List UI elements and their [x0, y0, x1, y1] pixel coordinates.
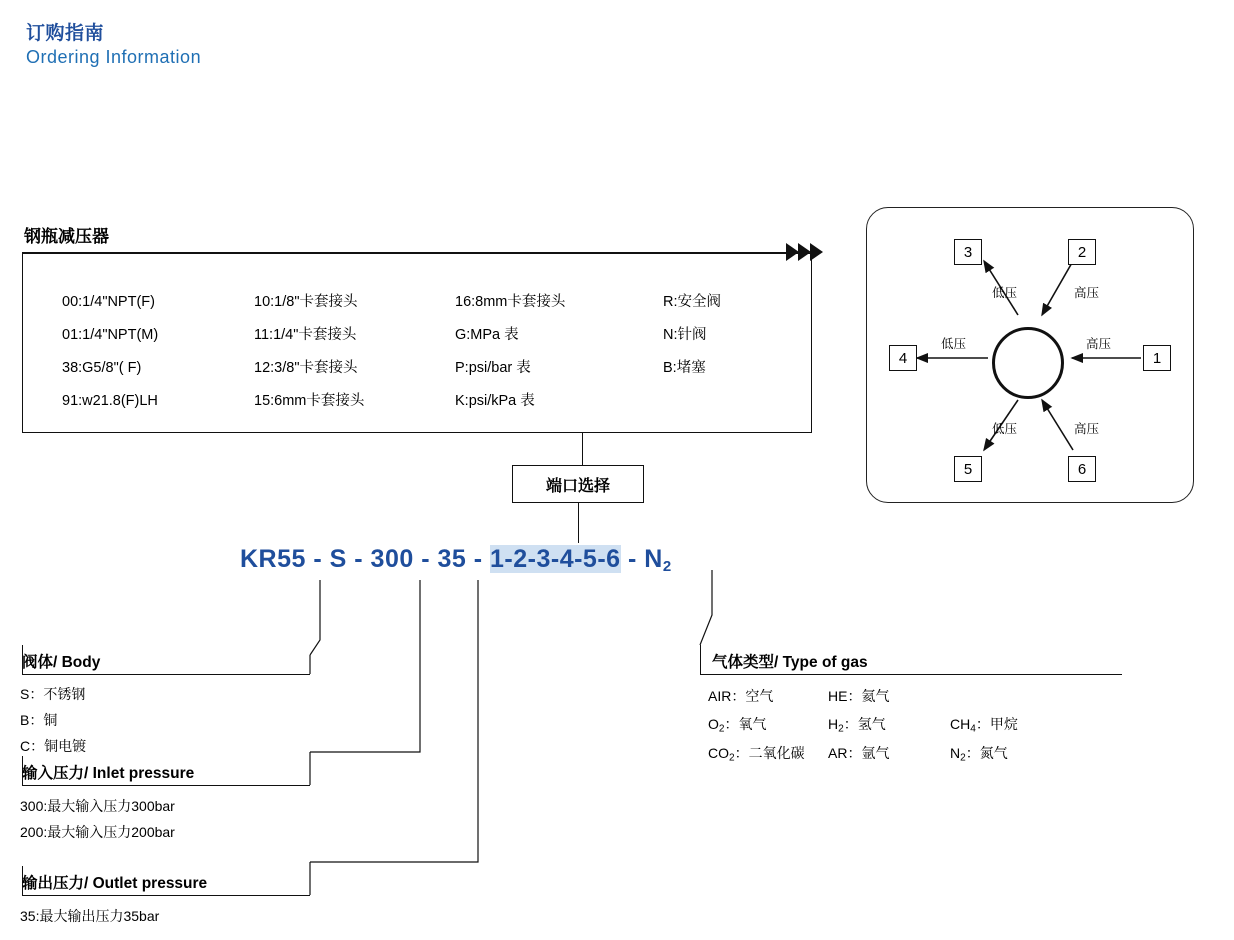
gas-cell: $CO_2$：二氧化碳 [708, 744, 805, 764]
port-option-item: 11:1/4"卡套接头 [254, 327, 357, 343]
port-4-pressure-label: 低压 [941, 337, 967, 351]
port-options-column-1 [62, 286, 158, 418]
gas-name: 氩气 [861, 744, 890, 761]
gas-code: AIR [708, 688, 732, 704]
port-number-3: 3 [954, 239, 982, 265]
gas-code: N [950, 744, 961, 761]
body-item: C：铜电镀 [20, 738, 87, 754]
body-callout-list [20, 681, 86, 759]
port-number-2: 2 [1068, 239, 1096, 265]
model-code-ports: 1-2-3-4-5-6 [490, 545, 621, 573]
port-option-item: K:psi/kPa 表 [455, 393, 535, 409]
gas-name: 氢气 [857, 716, 886, 732]
inlet-item: 200:最大输入压力200bar [20, 824, 175, 840]
outlet-callout-list [20, 903, 159, 929]
gas-name: 空气 [745, 688, 774, 704]
port-option-item: 15:6mm卡套接头 [254, 393, 365, 409]
port-option-item: 00:1/4"NPT(F) [62, 294, 155, 310]
gas-code-sub: 2 [718, 723, 725, 735]
port-option-item: R:安全阀 [663, 294, 721, 310]
gas-cell: $N_2$：氮气 [950, 744, 1008, 764]
gas-cell: AIR：空气 [708, 688, 774, 704]
gas-cell: $H_2$：氢气 [828, 716, 886, 735]
gas-type-table [706, 681, 1072, 768]
gas-name: 氦气 [861, 688, 890, 704]
gas-cell: $O_2$：氧气 [708, 716, 767, 735]
inlet-item: 300:最大输入压力300bar [20, 798, 175, 814]
cylinder-regulator-label: 钢瓶减压器 [24, 227, 109, 246]
gas-callout-tick [700, 645, 701, 675]
inlet-callout-title: 输入压力/ Inlet pressure [22, 765, 195, 782]
gas-cell: AR：氩气 [828, 744, 890, 761]
port-1-pressure-label: 高压 [1086, 337, 1112, 351]
gas-code-sub: 4 [970, 723, 976, 735]
model-code: KR55 - S - $300 - 35 - 1-2-3-4-5-6 - N_2$ [240, 545, 672, 575]
port-option-item: G:MPa 表 [455, 327, 519, 343]
outlet-item: 35:最大输出压力35bar [20, 908, 160, 924]
table-row [708, 711, 1070, 738]
port-option-item: 01:1/4"NPT(M) [62, 327, 159, 343]
body-item: B：铜 [20, 712, 58, 728]
port-option-item: P:psi/bar 表 [455, 360, 531, 376]
page-title-cn: 订购指南 [26, 23, 105, 44]
port-option-item: 10:1/8"卡套接头 [254, 294, 358, 310]
gas-name: 甲烷 [989, 716, 1018, 732]
port-option-item: B:堵塞 [663, 360, 706, 376]
port-options-column-3 [455, 286, 565, 418]
outlet-callout-title: 输出压力/ Outlet pressure [22, 875, 208, 892]
regulator-body-circle [992, 327, 1064, 399]
gas-callout-title: 气体类型/ Type of gas [712, 654, 868, 671]
gas-cell: $CH_4$：甲烷 [950, 716, 1018, 735]
gas-name: 氮气 [979, 744, 1008, 761]
model-code-gas: $N_2$ [644, 545, 672, 575]
page-title-en: Ordering Information [26, 47, 202, 67]
inlet-callout-list [20, 793, 175, 845]
model-code-inlet: 300 [370, 545, 414, 573]
gas-code: CO [708, 744, 729, 761]
outlet-callout-rule [22, 895, 310, 896]
gas-code: HE [828, 688, 848, 704]
connector-line-portselect-to-model [578, 503, 579, 543]
model-code-prefix: KR55 [240, 545, 306, 573]
port-2-pressure-label: 高压 [1074, 286, 1100, 300]
port-number-1: 1 [1143, 345, 1171, 371]
port-number-4: 4 [889, 345, 917, 371]
port-option-item: 91:w21.8(F)LH [62, 393, 158, 409]
port-option-item: 16:8mm卡套接头 [455, 294, 566, 310]
port-option-item: N:针阀 [663, 327, 707, 343]
body-callout-title: 阀体/ Body [22, 654, 101, 671]
gas-name: 二氧化碳 [748, 744, 805, 761]
port-number-5: 5 [954, 456, 982, 482]
port-3-pressure-label: 低压 [992, 286, 1018, 300]
gas-code-sub: 2 [960, 752, 966, 764]
gas-name: 氧气 [738, 716, 767, 732]
gas-code: H [828, 716, 839, 732]
model-code-outlet: 35 [437, 545, 467, 573]
port-option-item: 12:3/8"卡套接头 [254, 360, 358, 376]
model-code-body: S [329, 545, 347, 573]
connector-line-options-to-portselect [582, 433, 583, 465]
port-5-pressure-label: 低压 [992, 422, 1018, 436]
port-select-box: 端口选择 [512, 465, 644, 503]
body-callout-rule [22, 674, 310, 675]
port-options-column-2 [254, 286, 364, 418]
port-options-column-4 [663, 286, 721, 385]
gas-cell: HE：氦气 [828, 688, 890, 704]
gas-code-sub: 2 [729, 752, 735, 764]
table-row [708, 740, 1070, 767]
gas-code-sub: 2 [838, 723, 844, 735]
port-6-pressure-label: 高压 [1074, 422, 1100, 436]
port-option-item: 38:G5/8"( F) [62, 360, 142, 376]
gas-code: O [708, 716, 719, 732]
inlet-callout-rule [22, 785, 310, 786]
gas-cell [950, 683, 1070, 709]
gas-callout-rule [700, 674, 1122, 675]
arrow-line [22, 252, 798, 253]
body-item: S：不锈钢 [20, 686, 86, 702]
gas-code: CH [950, 716, 971, 732]
port-number-6: 6 [1068, 456, 1096, 482]
gas-code: AR [828, 744, 848, 761]
chevron-right-icon [810, 243, 823, 261]
table-row [708, 683, 1070, 709]
